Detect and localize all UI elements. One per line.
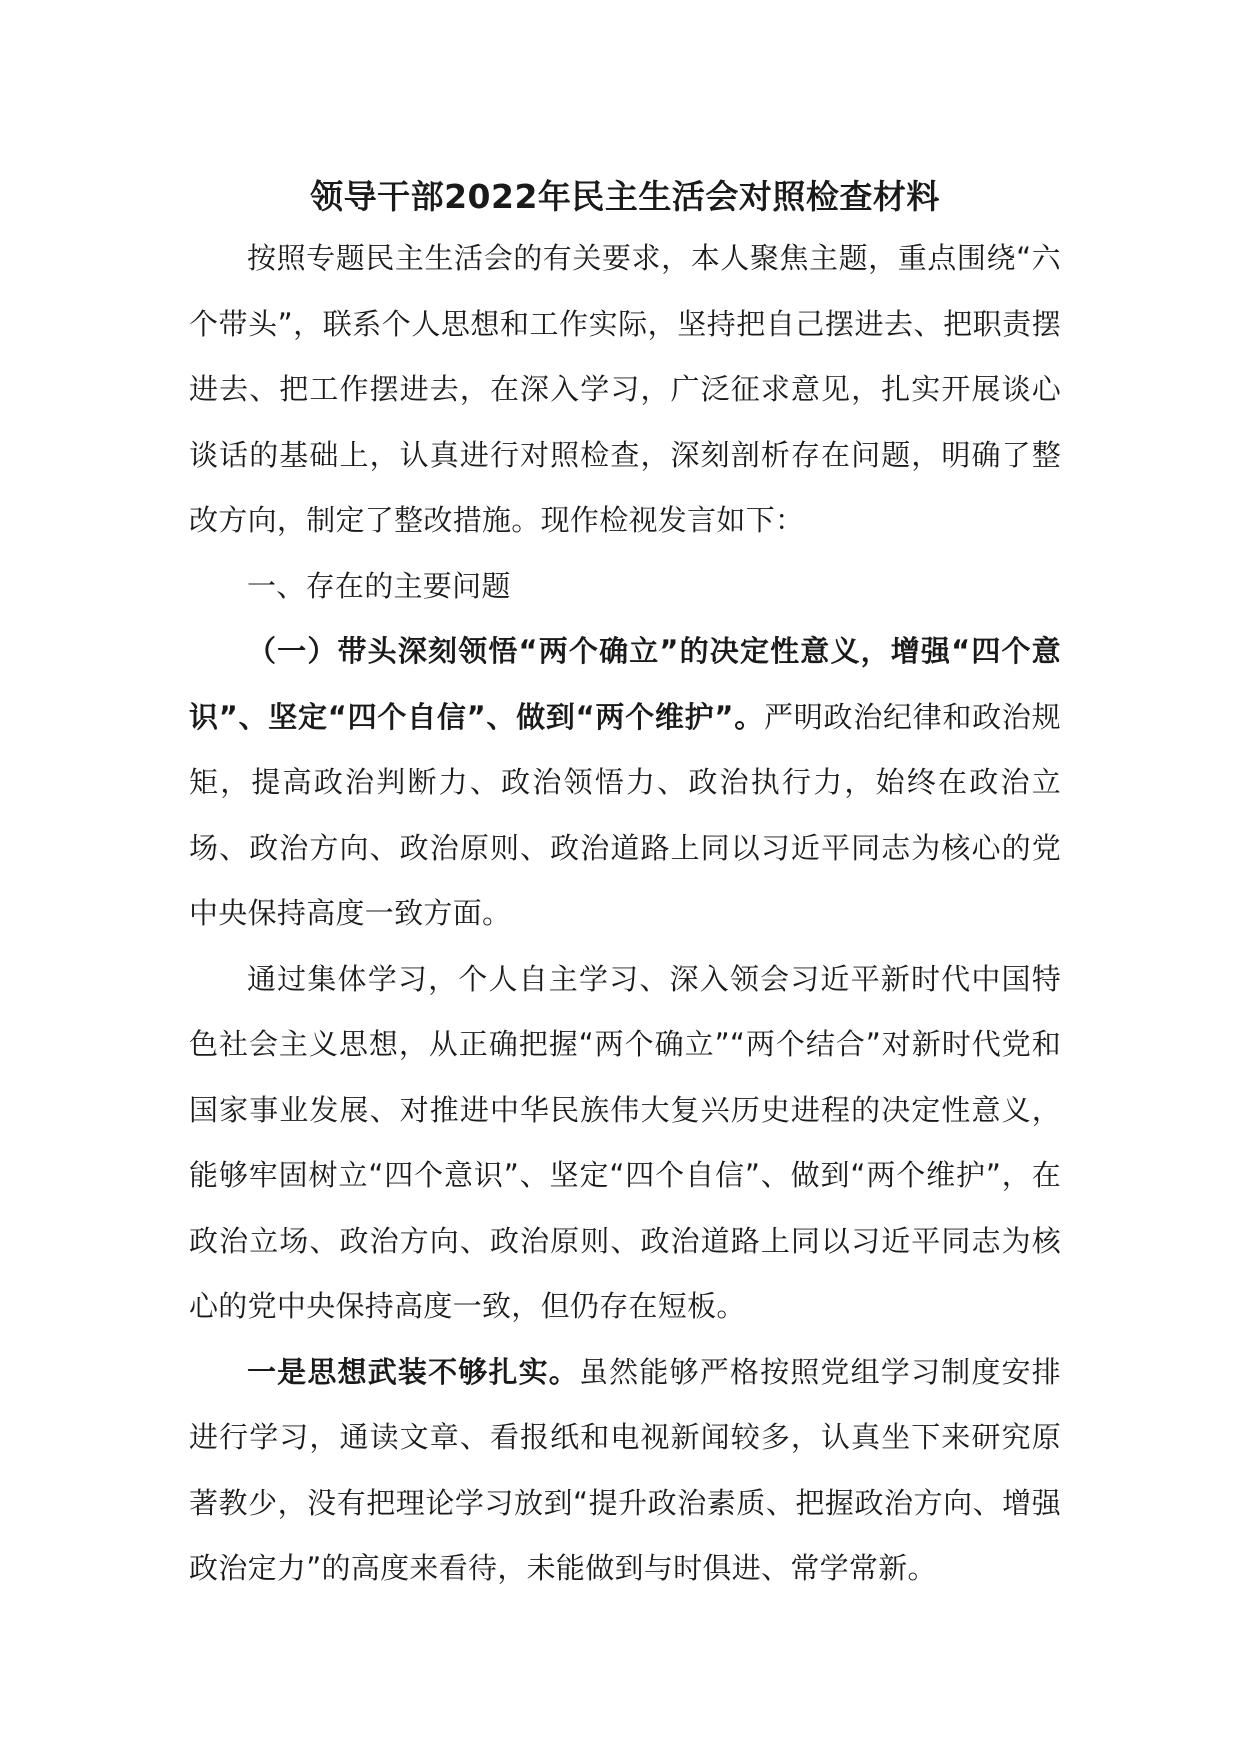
document-page <box>189 168 1061 1602</box>
subsection-paragraph <box>189 619 1061 947</box>
intro-paragraph: 按照专题民主生活会的有关要求，本人聚焦主题，重点围绕“六个带头”，联系个人思想和工作实际，坚持把自己摆进去、把职责摆进去、把工作摆进去，在深入学习，广泛征求意见，扎实开展谈心谈话的基础上，认真进行对照检查，深刻剖析存在问题，明确了整改方向，制定了整改措施。现作检视发言如下： <box>189 241 1061 537</box>
point-one-paragraph <box>189 1340 1061 1602</box>
section-heading: 一、存在的主要问题 <box>247 568 511 603</box>
document-title: 领导干部2022年民主生活会对照检查材料 <box>310 177 940 216</box>
point-one-text: 虽然能够严格按照党组学习制度安排进行学习，通读文章、看报纸和电视新闻较多，认真坐下来研究原著教少，没有把理论学习放到“提升政治素质、把握政治方向、增强政治定力”的高度来看待，未能做到与时俱进、常学常新。 <box>189 1354 1061 1585</box>
point-one-heading: 一是思想武装不够扎实。 <box>247 1354 579 1389</box>
subsection-text: 严明政治纪律和政治规矩，提高政治判断力、政治领悟力、政治执行力，始终在政治立场、政治方向、政治原则、政治道路上同以习近平同志为核心的党中央保持高度一致方面。 <box>189 699 1061 930</box>
subsection-heading: （一）带头深刻领悟“两个确立”的决定性意义，增强“四个意识”、坚定“四个自信”、做到“两个维护”。 <box>189 634 1061 734</box>
body-paragraph: 通过集体学习，个人自主学习、深入领会习近平新时代中国特色社会主义思想，从正确把握“两个确立”“两个结合”对新时代党和国家事业发展、对推进中华民族伟大复兴历史进程的决定性意义，能够牢固树立“四个意识”、坚定“四个自信”、做到“两个维护”，在政治立场、政治方向、政治原则、政治道路上同以习近平同志为核心的党中央保持高度一致，但仍存在短板。 <box>189 961 1061 1323</box>
